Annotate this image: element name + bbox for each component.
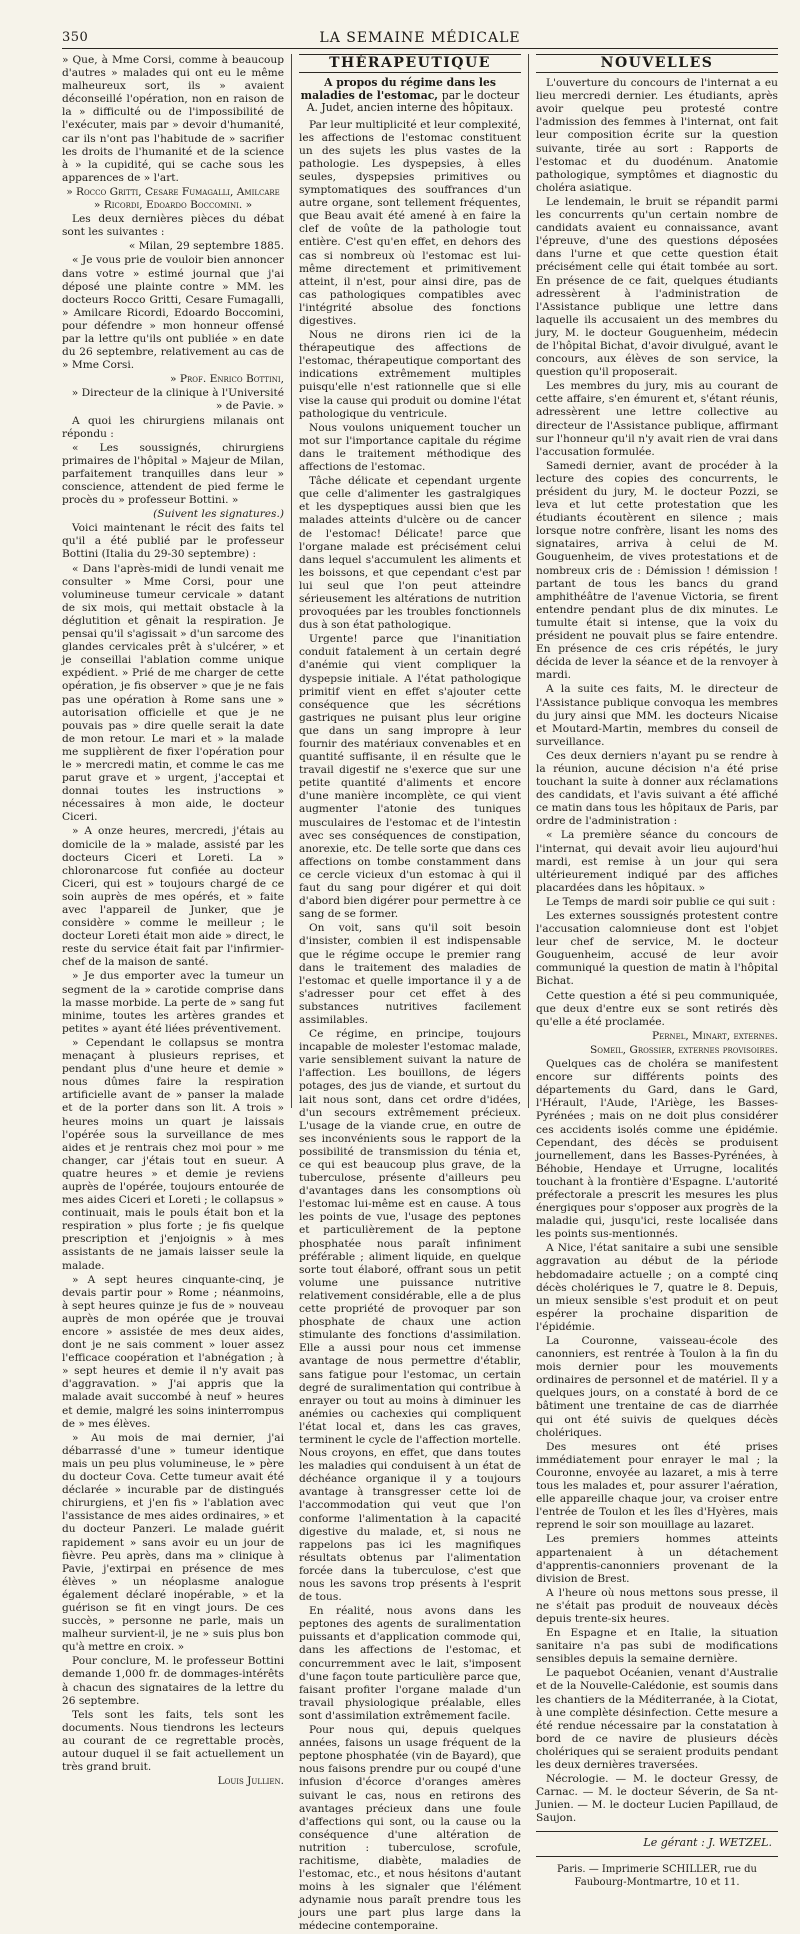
- paragraph: Samedi dernier, avant de procéder à la lecture des copies des concurrents, le président du jury, M. le docteur Pozzi, se leva et lut cette protestation que les étudiants écoutèrent en silence ; mais lorsque notre confrère, lisant les noms des signataires, arriva à celui de M. Gouguenheim, de vives protestations et de nombreux cris de : Démission ! démission ! partant de tous les bancs du grand amphithéâtre de l'avenue Victoria, se firent entendre pendant plus de dix minutes. Le tumulte était si intense, que la voix du président ne pouvait plus se faire entendre. En présence de ces cris répétés, le jury décida de lever la séance et de la renvoyer à mardi.: [536, 459, 778, 682]
- signatories: Pernel, Minart, externes.: [651, 1029, 778, 1042]
- paragraph: Nous ne dirons rien ici de la thérapeutique des affections de l'estomac, thérapeutique comportant des indications extrêmement multiples puisqu'elle n'est rationnelle que si elle vise la cause qui produit ou domine l'état pathologique du ventricule.: [299, 329, 521, 420]
- paragraph: A l'heure où nous mettons sous presse, il ne s'était pas produit de nouveaux décès depuis trente-six heures.: [536, 1586, 778, 1625]
- necrology: Nécrologie. — M. le docteur Gressy, de Carnac. — M. le docteur Séverin, de Sa nt-Junien. — M. le docteur Lucien Papillaud, de Saujon.: [536, 1773, 778, 1825]
- section-heading: THÉRAPEUTIQUE: [299, 54, 521, 73]
- paragraph: Par leur multiplicité et leur complexité, les affections de l'estomac constituent un des sujets les plus vastes de la pathologie. Les dyspepsies, à elles seules, dyspepsies primitives ou symptomatiques des souffrances d'un autre organe, sont tellement fréquentes, que Beau avait été amené à en faire la clef de voûte de la pathologie tout entière. C'est qu'en effet, en dehors des cas si nombreux où l'estomac est lui-même directement et primitivement atteint, il n'est, pour ainsi dire, pas de cas pathologiques compatibles avec l'intégrité absolue des fonctions digestives.: [299, 118, 521, 327]
- journal-title: LA SEMAINE MÉDICALE: [319, 30, 521, 46]
- signature: » Prof. Enrico Bottini,: [170, 373, 284, 386]
- column-middle: [299, 54, 521, 1933]
- column-left: [62, 54, 284, 1788]
- paragraph: A la suite ces faits, M. le directeur de l'Assistance publique convoqua les membres du jury ainsi que MM. les docteurs Nicaise et Moutard-Martin, membres du conseil de surveillance.: [536, 683, 778, 748]
- paragraph: » A onze heures, mercredi, j'étais au domicile de la » malade, assisté par les docteurs Ciceri et Loreti. La » chloronarcose fut confiée au docteur Ciceri, qui est » toujours chargé de ce soin auprès de mes opérés, et » faite avec l'appareil de Junker, que je considère » comme le meilleur ; le docteur Loreti était mon aide » direct, le reste du service était fait par l'infirmier-chef de la maison de santé.: [62, 825, 284, 969]
- article-title: [299, 77, 521, 115]
- page-number: 350: [62, 30, 89, 45]
- printer-imprint: Paris. — Imprimerie SCHILLER, rue du Faubourg-Montmartre, 10 et 11.: [536, 1856, 778, 1889]
- running-head: [62, 28, 778, 49]
- paragraph: Des mesures ont été prises immédiatement pour enrayer le mal ; la Couronne, envoyée au lazaret, a mis à terre tous les malades et, pour assurer l'aération, elle appareille chaque jour, va croiser entre l'entrée de Toulon et les îles d'Hyères, mais reprend le soir son mouillage au lazaret.: [536, 1440, 778, 1532]
- signatories: » Rocco Gritti, Cesare Fumagalli, Amilcare » Ricordi, Edoardo Boccomini. »: [66, 185, 280, 212]
- paragraph: Pour nous qui, depuis quelques années, faisons un usage fréquent de la peptone phosphatée (vin de Bayard), que nous faisons prendre pur ou coupé d'une infusion d'écorce d'oranges amères suivant le cas, nous en retirons des avantages précieux dans une foule d'affections qui sont, ou la cause ou la conséquence d'une altération de nutrition : tuberculose, scrofule, rachitisme, diabète, maladies de l'estomac, etc., et nous hésitons d'autant moins à les signaler que l'élément adynamie nous paraît prendre tous les jours une part plus large dans la médecine contemporaine.: [299, 1724, 521, 1933]
- article-byline: par le docteur A. Judet, ancien interne des hôpitaux.: [306, 88, 520, 115]
- author-signature: Louis Jullien.: [217, 1775, 284, 1788]
- paragraph: Ce régime, en principe, toujours incapable de molester l'estomac malade, varie sensiblement suivant la nature de l'affection. Les bouillons, de légers potages, des jus de viande, et surtout du lait nous sont, dans cet ordre d'idées, d'un secours extrêmement précieux. L'usage de la viande crue, en outre de ses inconvénients sous le rapport de la possibilité de transmission du ténia et, ce qui est beaucoup plus grave, de la tuberculose, présente d'ailleurs peu d'avantages dans les consomptions où l'estomac lui-même est en cause. A tous les points de vue, l'usage des peptones et particulièrement de la peptone phosphatée nous paraît infiniment préférable ; aliment liquide, en quelque sorte tout élaboré, offrant sous un petit volume une puissance nutritive relativement considérable, elle a de plus cette propriété de provoquer par son phosphate de chaux une action stimulante des fonctions d'assimilation. Elle a aussi pour nous cet immense avantage de nous permettre d'établir, sans fatigue pour l'estomac, un certain degré de suralimentation qui contribue à enrayer ou tout au moins à diminuer les anémies ou cachexies qui compliquent l'état local et, dans les cas graves, terminent le cycle de l'affection mortelle. Nous croyons, en effet, que dans toutes les maladies qui conduisent à un état de déchéance organique il y a toujours avantage à transgresser cette loi de l'accommodation qui veut que l'on conforme l'alimentation à la capacité digestive du malade, et, si nous ne rappelons pas ici les magnifiques résultats obtenus par l'alimentation forcée dans la tuberculose, c'est que nous les savons trop présents à l'esprit de tous.: [299, 1028, 521, 1604]
- paragraph: On voit, sans qu'il soit besoin d'insister, combien il est indispensable que le régime occupe le premier rang dans le traitement des maladies de l'estomac et quelle importance il y a de s'adresser pour cet effet à des substances nutritives facilement assimilables.: [299, 922, 521, 1026]
- paragraph: En Espagne et en Italie, la situation sanitaire n'a pas subi de modifications sensibles depuis la semaine dernière.: [536, 1627, 778, 1666]
- paragraph: Le Temps de mardi soir publie ce qui suit :: [546, 895, 776, 908]
- article-title-text: A propos du régime dans les maladies de l'estomac,: [300, 76, 496, 102]
- paragraph: Les membres du jury, mis au courant de cette affaire, s'en émurent et, s'étant réunis, adressèrent une lettre collective au directeur de l'Assistance publique, affirmant sur l'honneur qu'il n'y avait rien de vrai dans l'accusation formulée.: [536, 380, 778, 458]
- column-right: [536, 54, 778, 1888]
- paragraph: » A sept heures cinquante-cinq, je devais partir pour » Rome ; néanmoins, à sept heures quinze je fus de » nouveau auprès de mon opérée que je trouvai encore » assistée de mes deux aides, dont je ne sais comment » louer assez l'efficace coopération et l'abnégation ; à » sept heures et demie il n'y avait pas d'aggravation. » J'ai appris que la malade avait succombé à neuf » heures et demie, malgré les soins ininterrompus de » mes élèves.: [62, 1273, 284, 1430]
- gerant-line: Le gérant : J. WETZEL.: [643, 1836, 772, 1850]
- paragraph: » Je dus emporter avec la tumeur un segment de la » carotide comprise dans la masse morbide. La perte de » sang fut minime, toutes les artères grandes et petites » ayant été liées préventivement.: [62, 970, 284, 1035]
- paragraph: « Je vous prie de vouloir bien annoncer dans votre » estimé journal que j'ai déposé une plainte contre » MM. les docteurs Rocco Gritti, Cesare Fumagalli, » Amilcare Ricordi, Edoardo Boccomini, pour défendre » mon honneur offensé par la lettre qu'ils ont publiée » en date du 26 septembre, relativement au cas de » Mme Corsi.: [62, 254, 284, 372]
- section-heading: NOUVELLES: [536, 54, 778, 73]
- paragraph: A Nice, l'état sanitaire a subi une sensible aggravation au début de la période hebdomadaire actuelle ; on a compté cinq décès cholériques le 7, quatre le 8. Depuis, un mieux sensible s'est produit et on peut espérer la prochaine disparition de l'épidémie.: [536, 1242, 778, 1333]
- signatories: Someil, Grossier, externes provisoires.: [589, 1043, 778, 1056]
- news-item: Le paquebot Océanien, venant d'Australie et de la Nouvelle-Calédonie, est soumis dans les chantiers de la Méditerranée, à la Ciotat, à une complète désinfection. Cette mesure a été rendue nécessaire par la constatation à bord de ce navire de plusieurs décès cholériques qui se seraient produits pendant les deux dernières traversées.: [536, 1667, 778, 1771]
- column-rule: [291, 54, 292, 1108]
- paragraph: Les externes soussignés protestent contre l'accusation calomnieuse dont est l'objet leur chef de service, M. le docteur Gouguenheim, accusé de leur avoir communiqué la question de matin à l'hôpital Bichat.: [536, 910, 778, 988]
- paragraph: Tels sont les faits, tels sont les documents. Nous tiendrons les lecteurs au courant de ce regrettable procès, autour duquel il se fait actuellement un très grand bruit.: [62, 1708, 284, 1774]
- footer-rule: [536, 1831, 778, 1832]
- paragraph: La Couronne, vaisseau-école des canonniers, est rentrée à Toulon à la fin du mois dernier pour les mouvements ordinaires de personnel et de matériel. Il y a quelques jours, on a constaté à bord de ce bâtiment une trentaine de cas de diarrhée qui ont été suivis de quelques décès cholériques.: [536, 1335, 778, 1439]
- paragraph: En réalité, nous avons dans les peptones des agents de suralimentation puissants et d'application commode qui, dans les affections de l'estomac, et concurremment avec le lait, s'imposent d'une façon toute particulière parce que, faisant profiter l'organe malade d'un travail physiologique préalable, elles sont d'assimilation extrêmement facile.: [299, 1605, 521, 1722]
- paragraph: Urgente! parce que l'inanitiation conduit fatalement à un certain degré d'anémie qui vient compliquer la dyspepsie initiale. A l'état pathologique primitif vient en effet s'ajouter cette conséquence que les sécrétions gastriques ne puisant plus leur origine que dans un sang impropre à leur fournir des matériaux convenables et en quantité suffisante, il en résulte que le travail digestif ne s'exerce que sur une petite quantité d'aliments et encore d'une manière incomplète, ce qui vient augmenter l'atonie des tuniques musculaires de l'estomac et de l'intestin avec ses conséquences de constipation, anorexie, etc. De telle sorte que dans ces affections on tombe constamment dans ce cercle vicieux d'un estomac à qui il faut du sang pour digérer et qui doit d'abord bien digérer pour permettre à ce sang de se former.: [299, 633, 521, 921]
- paragraph: Ces deux derniers n'ayant pu se rendre à la réunion, aucune décision n'a été prise touchant la suite à donner aux réclamations des candidats, et l'avis suivant a été affiché ce matin dans tous les hôpitaux de Paris, par ordre de l'administration :: [536, 749, 778, 828]
- paragraph: A quoi les chirurgiens milanais ont répondu :: [62, 414, 284, 440]
- paragraph: Les premiers hommes atteints appartenaient à un détachement d'apprentis-canonniers provenant de la division de Brest.: [536, 1533, 778, 1585]
- dateline: « Milan, 29 septembre 1885.: [128, 240, 284, 253]
- paragraph: Les deux dernières pièces du débat sont les suivantes :: [62, 213, 284, 239]
- paragraph: Cette question a été si peu communiquée, que deux d'entre eux se sont retirés dès qu'elle a été proclamée.: [536, 989, 778, 1028]
- news-item: L'ouverture du concours de l'internat a eu lieu mercredi dernier. Les étudiants, après avoir quelque peu protesté contre l'admission des femmes à l'internat, ont fait leur composition écrite sur la question suivante, tirée au sort : Rapports de l'estomac et du duodénum. Anatomie pathologique, symptômes et diagnostic du choléra asiatique.: [536, 77, 778, 194]
- signature-title: » Directeur de la clinique à l'Université » de Pavie. »: [71, 387, 284, 413]
- newspaper-page: [62, 28, 778, 1933]
- paragraph: « Les soussignés, chirurgiens primaires de l'hôpital » Majeur de Milan, parfaitement tranquilles dans leur » conscience, attendent de pied ferme le procès du » professeur Bottini. »: [62, 441, 284, 507]
- paragraph: Tâche délicate et cependant urgente que celle d'alimenter les gastralgiques et les dyspeptiques aussi bien que les malades atteints d'ulcère ou de cancer de l'estomac! Délicate! parce que l'organe malade est précisément celui dans lequel s'accumulent les aliments et les boissons, et que cependant c'est par lui seul que l'on peut atteindre sérieusement les altérations de nutrition provoquées par les troubles fonctionnels dus à son état pathologique.: [299, 475, 521, 632]
- paragraph: Le lendemain, le bruit se répandit parmi les concurrents qu'un certain nombre de candidats avaient eu connaissance, avant l'épreuve, d'une des questions déposées dans l'urne et que cette question était précisément celle qui était tombée au sort. En présence de ce fait, quelques étudiants adressèrent à l'administration de l'Assistance publique une lettre dans laquelle ils accusaient un des membres du jury, M. le docteur Gouguenheim, médecin de l'hôpital Bichat, d'avoir divulgué, avant le concours, aux élèves de son service, la question qu'il proposerait.: [536, 195, 778, 379]
- paragraph: » Cependant le collapsus se montra menaçant à plusieurs reprises, et pendant plus d'une heure et demie » nous dûmes faire la respiration artificielle avant de » panser la malade et de la porter dans son lit. A trois » heures moins un quart je laissais l'opérée sous la surveillance de mes aides et je rentrais chez moi pour » me changer, car j'étais tout en sueur. A quatre heures » et demie je reviens auprès de l'opérée, toujours entourée de mes aides Ciceri et Loreti ; le collapsus » continuait, mais le pouls était bon et la respiration » plus forte ; je fis quelque prescription et j'enjoignis » à mes assistants de ne jamais laisser seule la malade.: [62, 1036, 284, 1272]
- paragraph: Pour conclure, M. le professeur Bottini demande 1,000 fr. de dommages-intérêts à chacun des signataires de la lettre du 26 septembre.: [62, 1655, 284, 1707]
- quoted-notice: « La première séance du concours de l'internat, qui devait avoir lieu aujourd'hui mardi, est remise à un jour qui sera ultérieurement indiqué par des affiches placardées dans les hôpitaux. »: [536, 829, 778, 894]
- paragraph: « Dans l'après-midi de lundi venait me consulter » Mme Corsi, pour une volumineuse tumeur cervicale » datant de six mois, qui mettait obstacle à la déglutition et gênait la respiration. Je pensai qu'il s'agissait » d'un sarcome des glandes cervicales prêt à s'ulcérer, » et je conseillai l'ablation comme unique expédient. » Prié de me charger de cette opération, je fis observer » que je ne fais pas une opération à Rome sans une » autorisation officielle et que je ne pouvais pas » dire quelle serait la date de mon retour. Le mari et » la malade me supplièrent de fixer l'opération pour le » mercredi matin, et comme le cas me parut grave et » urgent, j'acceptai et donnai toutes les instructions » nécessaires à mon aide, le docteur Ciceri.: [62, 562, 284, 824]
- note: (Suivent les signatures.): [153, 508, 284, 521]
- column-rule: [528, 54, 529, 1108]
- columns: [62, 54, 778, 1933]
- news-item: Quelques cas de choléra se manifestent encore sur différents points des départements du Gard, dans le Gard, l'Hérault, l'Aude, l'Ariège, les Basses-Pyrénées ; mais on ne doit plus considérer ces accidents isolés comme une épidémie. Cependant, des décès se produisent journellement, dans les Basses-Pyrénées, à Béhobie, Hendaye et Urrugne, localités touchant à la frontière d'Espagne. L'autorité préfectorale a prescrit les mesures les plus énergiques pour s'opposer aux progrès de la maladie qui, jusqu'ici, reste localisée dans les points sus-mentionnés.: [536, 1058, 778, 1241]
- paragraph: Voici maintenant le récit des faits tel qu'il a été publié par le professeur Bottini (Italia du 29-30 septembre) :: [62, 522, 284, 561]
- paragraph: » Au mois de mai dernier, j'ai débarrassé d'une » tumeur identique mais un peu plus volumineuse, le » père du docteur Cova. Cette tumeur avait été déclarée » incurable par de distingués chirurgiens, et j'en fis » l'ablation avec l'assistance de mes aides ordinaires, » et du docteur Panzeri. Le malade guérit rapidement » sans avoir eu un jour de fièvre. Peu après, dans ma » clinique à Pavie, j'extirpai en présence de mes élèves » un néoplasme analogue également déclaré inopérable, » et la guérison se fit en vingt jours. De ces succès, » personne ne parle, mais un malheur survient-il, je ne » suis plus bon qu'à mettre en croix. »: [62, 1431, 284, 1654]
- paragraph: Nous voulons uniquement toucher un mot sur l'importance capitale du régime dans le traitement méthodique des affections de l'estomac.: [299, 421, 521, 474]
- paragraph: » Que, à Mme Corsi, comme à beaucoup d'autres » malades qui ont eu le même malheureux sort, ils » avaient déconseillé l'opération, non en raison de la » difficulté ou de l'impossibilité de l'exécuter, mais par » devoir d'humanité, car ils n'ont pas l'habitude de » sacrifier les droits de l'humanité et de la science à » la cupidité, qui se cache sous les apparences de » l'art.: [62, 54, 284, 184]
